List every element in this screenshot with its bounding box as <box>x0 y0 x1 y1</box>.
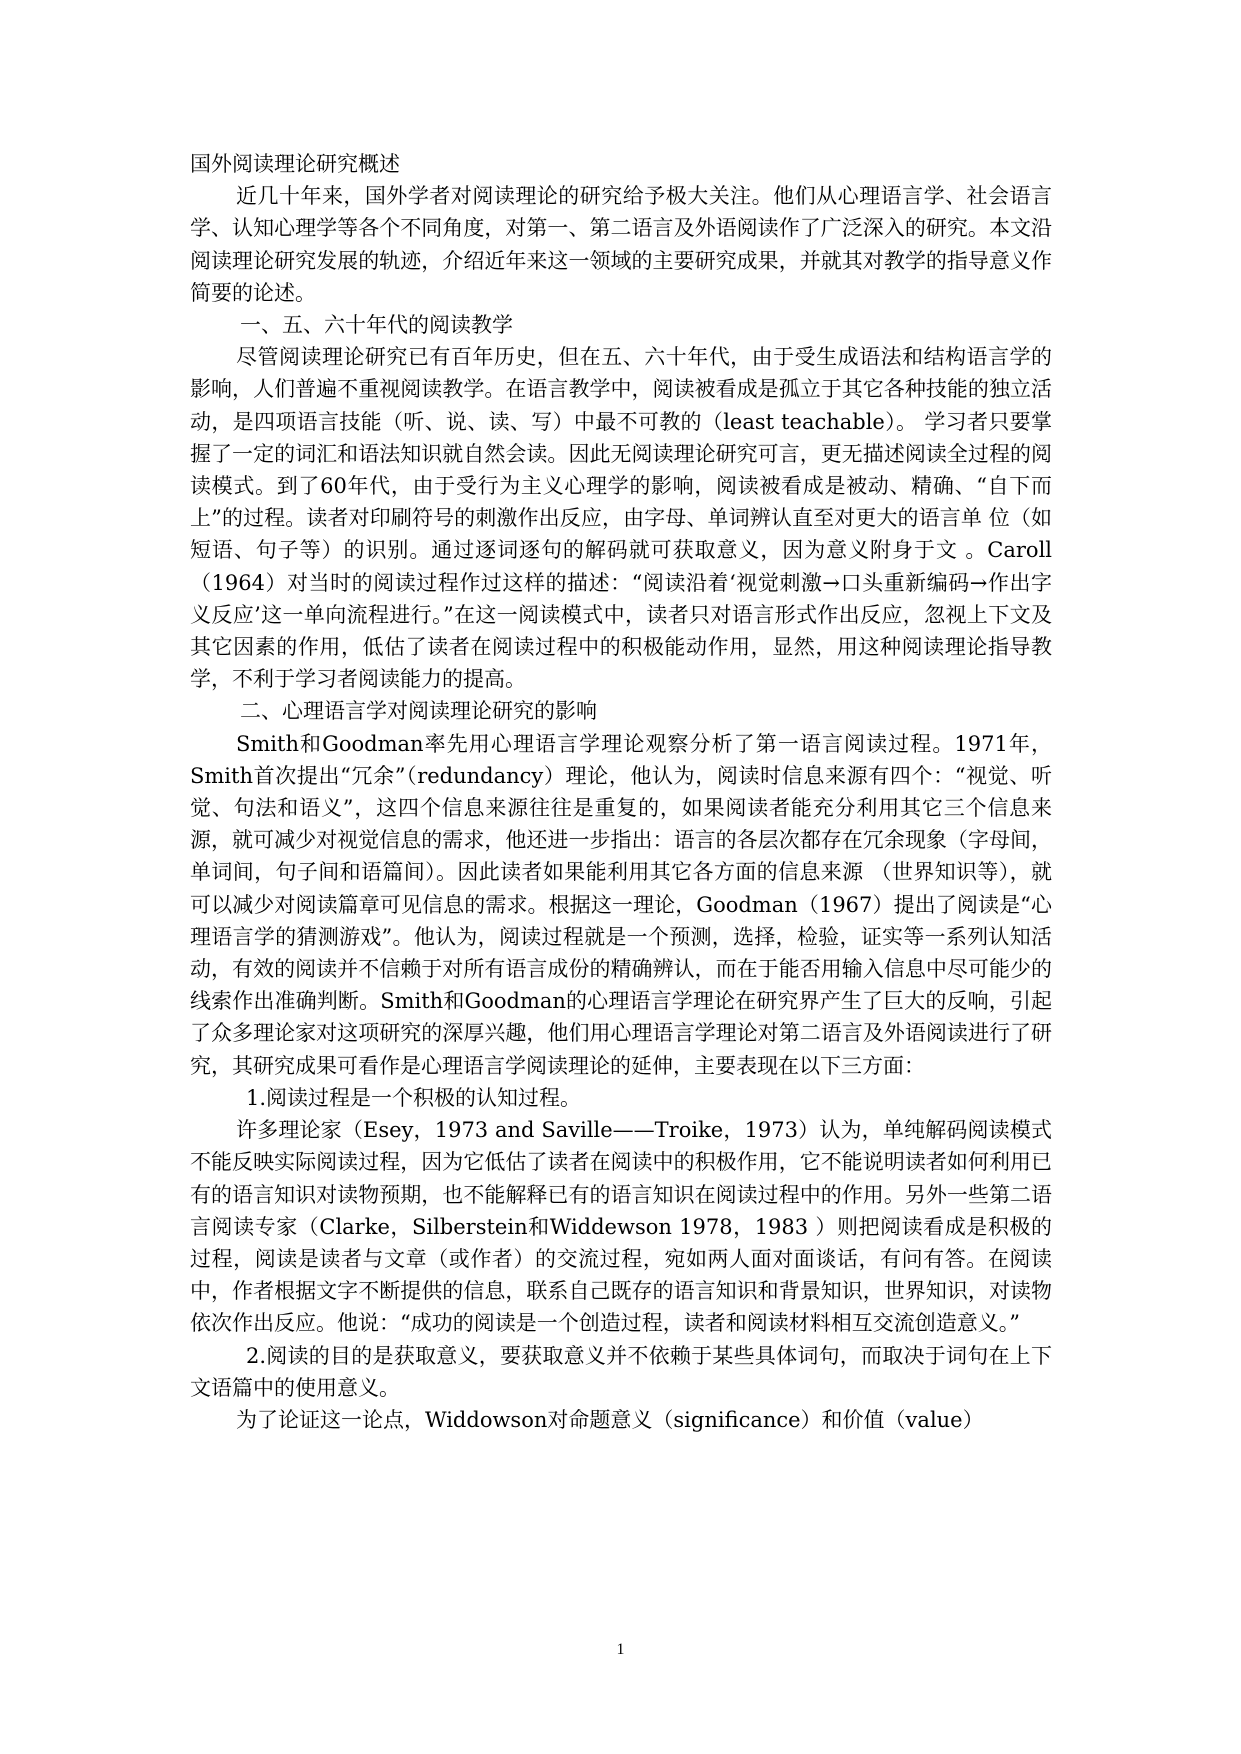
section-heading-2: 二、心理语言学对阅读理论研究的影响 <box>240 699 597 724</box>
page-number: 1 <box>616 1641 625 1658</box>
numbered-point-1: 1.阅读过程是一个积极的认知过程。 <box>246 1085 582 1110</box>
numbered-point-2: 2.阅读的目的是获取意义，要获取意义并不依赖于某些具体词句，而取决于词句在上下文语篇中的使用意义。 <box>190 1343 1052 1400</box>
paragraph-section-1: 尽管阅读理论研究已有百年历史，但在五、六十年代，由于受生成语法和结构语言学的影响，人们普遍不重视阅读教学。在语言教学中，阅读被看成是孤立于其它各种技能的独立活动，是四项语言技能（听、说、读、写）中最不可教的（least teachable）。 学习者只要掌握了一定的词汇和语法知识就自然会读。因此无阅读理论研究可言，更无描述阅读全过程的阅读模式。到了60年代，由于受行为主义心理学的影响，阅读被看成是被动、精确、“自下而上”的过程。读者对印刷符号的刺激作出反应，由字母、单词辨认直至对更大的语言单 位（如短语、句子等）的识别。通过逐词逐句的解码就可获取意义，因为意义附身于文 。Caroll（1964）对当时的阅读过程作过这样的描述：“阅读沿着‘视觉刺激→口头重新编码→作出字义反应’这一单向流程进行。”在这一阅读模式中，读者只对语言形式作出反应，忽视上下文及其它因素的作用，低估了读者在阅读过程中的积极能动作用，显然，用这种阅读理论指导教学，不利于学习者阅读能力的提高。 <box>190 345 1052 692</box>
paragraph-intro: 近几十年来，国外学者对阅读理论的研究给予极大关注。他们从心理语言学、社会语言学、认知心理学等各个不同角度，对第一、第二语言及外语阅读作了广泛深入的研究。本文沿阅读理论研究发展的轨迹，介绍近年来这一领域的主要研究成果，并就其对教学的指导意义作简要的论述。 <box>190 184 1052 305</box>
paragraph-point-1: 许多理论家（Esey，1973 and Saville——Troike，1973）认为，单纯解码阅读模式不能反映实际阅读过程，因为它低估了读者在阅读中的积极作用，它不能说明读者如何利用已有的语言知识对读物预期，也不能解释已有的语言知识在阅读过程中的作用。另外一些第二语言阅读专家（Clarke，Silberstein和Widdewson 1978，1983 ）则把阅读看成是积极的过程，阅读是读者与文章（或作者）的交流过程，宛如两人面对面谈话，有问有答。在阅读中，作者根据文字不断提供的信息，联系自己既存的语言知识和背景知识，世界知识，对读物依次作出反应。他说：“成功的阅读是一个创造过程，读者和阅读材料相互交流创造意义。” <box>190 1118 1052 1336</box>
paragraph-section-2: Smith和Goodman率先用心理语言学理论观察分析了第一语言阅读过程。1971年，Smith首次提出“冗余”（redundancy）理论，他认为，阅读时信息来源有四个：“视觉、听觉、句法和语义”，这四个信息来源往往是重复的，如果阅读者能充分利用其它三个信息来源，就可减少对视觉信息的需求，他还进一步指出：语言的各层次都存在冗余现象（字母间，单词间，句子间和语篇间）。因此读者如果能利用其它各方面的信息来源 （世界知识等），就可以减少对阅读篇章可见信息的需求。根据这一理论，Goodman（1967）提出了阅读是“心理语言学的猜测游戏”。他认为，阅读过程就是一个预测，选择，检验，证实等一系列认知活动，有效的阅读并不信赖于对所有语言成份的精确辨认，而在于能否用输入信息中尽可能少的线索作出准确判断。Smith和Goodman的心理语言学理论在研究界产生了巨大的反响，引起了众多理论家对这项研究的深厚兴趣，他们用心理语言学理论对第二语言及外语阅读进行了研究，其研究成果可看作是心理语言学阅读理论的延伸，主要表现在以下三方面： <box>190 731 1052 1078</box>
document-title: 国外阅读理论研究概述 <box>190 152 400 176</box>
section-heading-1: 一、五、六十年代的阅读教学 <box>240 313 513 338</box>
paragraph-point-2: 为了论证这一论点，Widdowson对命题意义（significance）和价值（value） <box>236 1407 984 1432</box>
document-body <box>190 148 1052 1436</box>
